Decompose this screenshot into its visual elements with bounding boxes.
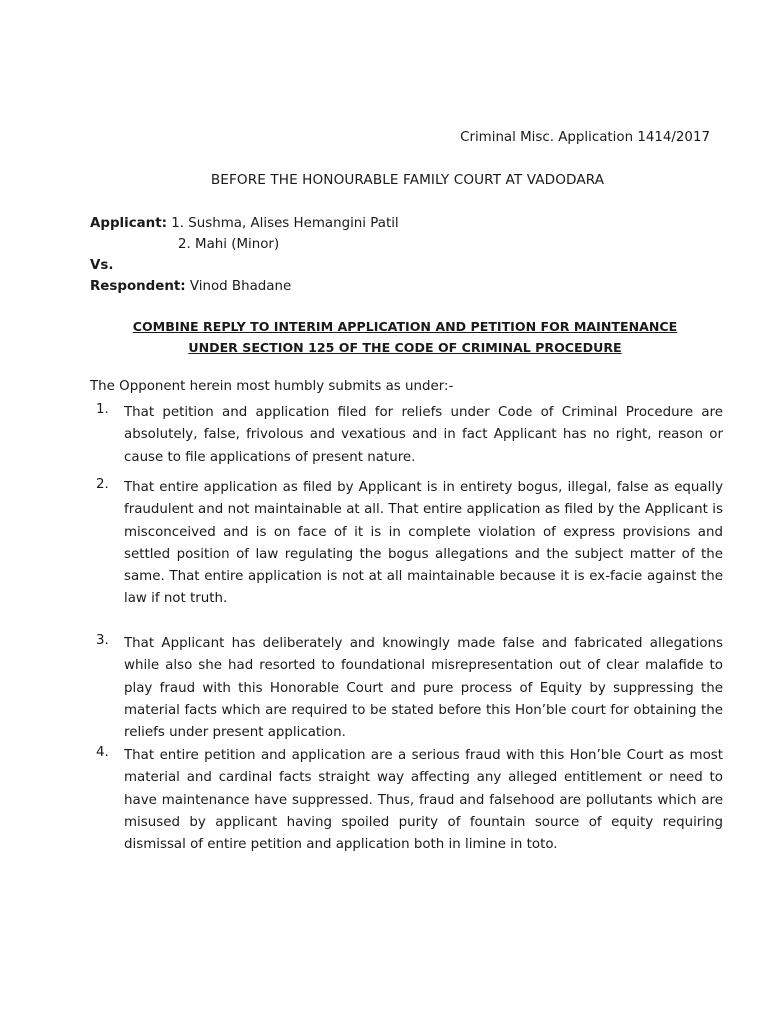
paragraph-number: 4.	[96, 745, 109, 760]
intro-text: The Opponent herein most humbly submits as under:-	[90, 379, 454, 394]
subject-line-1: COMBINE REPLY TO INTERIM APPLICATION AND PETITION FOR MAINTENANCE	[132, 319, 678, 334]
court-title: BEFORE THE HONOURABLE FAMILY COURT AT VADODARA	[210, 172, 605, 188]
paragraph-text: That Applicant has deliberately and knowingly made false and fabricated allegations while also she had resorted to foundational misrepresentation out of clear malafide to play fraud with this Honorable Court and pure process of Equity by suppressing the material facts which are required to be stated before this Hon’ble court for obtaining the reliefs under present application.	[124, 636, 723, 741]
applicant-2: 2. Mahi (Minor)	[178, 237, 280, 252]
applicant-2-row	[90, 234, 399, 255]
applicant-1: 1. Sushma, Alises Hemangini Patil	[171, 216, 399, 231]
paragraph-number: 2.	[96, 477, 109, 492]
parties-block	[90, 213, 399, 297]
paragraph-text: That entire application as filed by Applicant is in entirety bogus, illegal, false as equally fraudulent and not maintainable at all. That entire application as filed by the Applicant is misconceived and is on face of it is in complete violation of express provisions and settled position of law regulating the bogus allegations and the subject matter of the same. That entire application is not at all maintainable because it is ex-facie against the law if not truth.	[124, 480, 723, 607]
paragraph-number: 3.	[96, 633, 109, 648]
paragraph-text: That entire petition and application are a serious fraud with this Hon’ble Court as most material and cardinal facts straight way affecting any alleged entitlement or need to have maintenance have suppressed. Thus, fraud and falsehood are pollutants which are misused by applicant having spoiled purity of fountain source of equity requiring dismissal of entire petition and application both in limine in toto.	[124, 748, 723, 853]
applicant-label: Applicant:	[90, 216, 167, 231]
applicant-row	[90, 213, 399, 234]
paragraph-number: 1.	[96, 402, 109, 417]
subject-line-2: UNDER SECTION 125 OF THE CODE OF CRIMINAL PROCEDURE	[188, 340, 622, 355]
versus-row	[90, 255, 399, 276]
respondent-name: Vinod Bhadane	[189, 279, 292, 294]
versus-label: Vs.	[90, 258, 114, 273]
subject-heading	[90, 316, 720, 358]
respondent-row	[90, 276, 399, 297]
paragraph-text: That petition and application filed for reliefs under Code of Criminal Procedure are absolutely, false, frivolous and vexatious and in fact Applicant has no right, reason or cause to file applications of present nature.	[124, 405, 723, 465]
respondent-label: Respondent:	[90, 279, 186, 294]
case-number: Criminal Misc. Application 1414/2017	[460, 130, 710, 145]
